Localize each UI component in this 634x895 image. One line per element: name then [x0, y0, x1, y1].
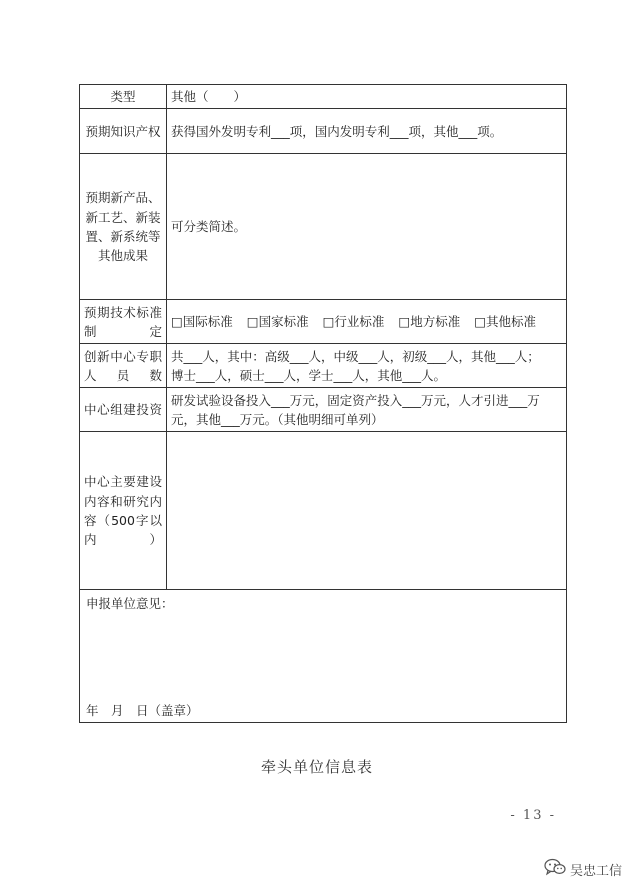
standards-options — [167, 300, 567, 344]
standards-label: 预期技术标准制定 — [80, 300, 167, 344]
checkbox-national-standard: □国家标准 — [246, 314, 309, 330]
ip-value: 获得国外发明专利___项，国内发明专利___项，其他___项。 — [167, 109, 567, 154]
results-label: 预期新产品、新工艺、新装置、新系统等其他成果 — [80, 154, 167, 300]
type-value: 其他（ ） — [167, 85, 567, 109]
staff-line-2: 博士___人，硕士___人，学士___人，其他___人。 — [171, 367, 447, 383]
opinion-label: 申报单位意见： — [86, 596, 174, 612]
content-label: 中心主要建设内容和研究内容（500字以内） — [80, 432, 167, 590]
row-ip — [80, 109, 567, 154]
opinion-cell — [80, 590, 567, 723]
row-results — [80, 154, 567, 300]
watermark-text: 吴忠工信 — [569, 863, 622, 879]
opinion-date-stamp: 年 月 日（盖章） — [86, 703, 199, 718]
staff-line-1: 共___人，其中：高级___人，中级___人，初级___人，其他___人； — [171, 348, 540, 364]
checkbox-other-standard: □其他标准 — [474, 314, 536, 330]
results-value: 可分类简述。 — [167, 154, 567, 300]
type-label: 类型 — [80, 85, 167, 109]
investment-label: 中心组建投资 — [80, 388, 167, 432]
row-opinion — [80, 590, 567, 723]
ip-label: 预期知识产权 — [80, 109, 167, 154]
staff-value — [167, 344, 567, 388]
staff-label: 创新中心专职人员数 — [80, 344, 167, 388]
row-content — [80, 432, 567, 590]
row-investment — [80, 388, 567, 432]
checkbox-local-standard: □地方标准 — [398, 314, 461, 330]
application-form-table — [79, 84, 567, 723]
wechat-icon — [544, 858, 570, 880]
row-standards — [80, 300, 567, 344]
sheet-title: 牵头单位信息表 — [260, 758, 373, 776]
watermark — [544, 858, 622, 880]
content-value — [167, 432, 567, 590]
checkbox-industry-standard: □行业标准 — [322, 314, 385, 330]
row-type — [80, 85, 567, 109]
row-staff — [80, 344, 567, 388]
checkbox-international-standard: □国际标准 — [171, 314, 233, 330]
investment-value: 研发试验设备投入___万元，固定资产投入___万元，人才引进___万元，其他___万元。（其他明细可单列） — [167, 388, 567, 432]
page-number: - 13 - — [510, 808, 556, 823]
